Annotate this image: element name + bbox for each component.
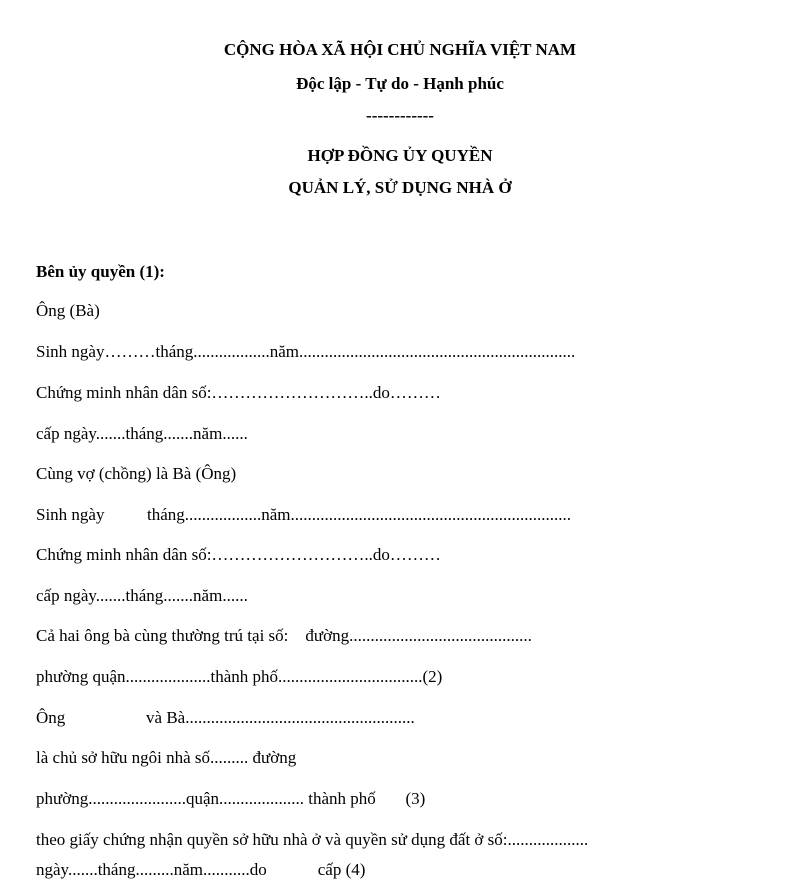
header-divider: ------------ [366, 106, 434, 125]
residence-address-line: Cả hai ông bà cùng thường trú tại số: đường........................................... [36, 626, 532, 645]
house-number-line: là chủ sở hữu ngôi nhà số......... đường [36, 748, 297, 767]
residence-ward-city-line: phường quận....................thành phố..................................(2) [36, 667, 443, 686]
certificate-issue-date-line: ngày.......tháng.........năm...........do cấp (4) [36, 860, 366, 879]
owners-names-line: Ông và Bà...................................................... [36, 708, 415, 727]
spouse-name-line: Cùng vợ (chồng) là Bà (Ông) [36, 464, 237, 483]
country-name-heading: CỘNG HÒA XÃ HỘI CHỦ NGHĨA VIỆT NAM [223, 40, 577, 59]
spouse-id-issue-date-line: cấp ngày.......tháng.......năm...... [36, 586, 248, 605]
contract-subtitle: QUẢN LÝ, SỬ DỤNG NHÀ Ở [288, 178, 512, 197]
principal-birth-date-line: Sinh ngày………tháng..................năm................................................................. [36, 342, 576, 361]
contract-title: HỢP ĐỒNG ỦY QUYỀN [307, 146, 493, 165]
national-motto: Độc lập - Tự do - Hạnh phúc [296, 74, 504, 93]
spouse-id-line: Chứng minh nhân dân số:………………………..do……… [36, 545, 441, 564]
section-heading-principal: Bên ủy quyền (1): [36, 262, 165, 281]
house-ward-city-line: phường.......................quận.................... thành phố (3) [36, 789, 426, 808]
principal-id-issue-date-line: cấp ngày.......tháng.......năm...... [36, 424, 248, 443]
certificate-number-line: theo giấy chứng nhận quyền sở hữu nhà ở và quyền sử dụng đất ở số:................... [36, 830, 589, 849]
principal-id-line: Chứng minh nhân dân số:………………………..do……… [36, 383, 441, 402]
spouse-birth-date-line: Sinh ngày tháng..................năm.................................................................. [36, 505, 572, 524]
principal-name-line: Ông (Bà) [36, 301, 100, 320]
